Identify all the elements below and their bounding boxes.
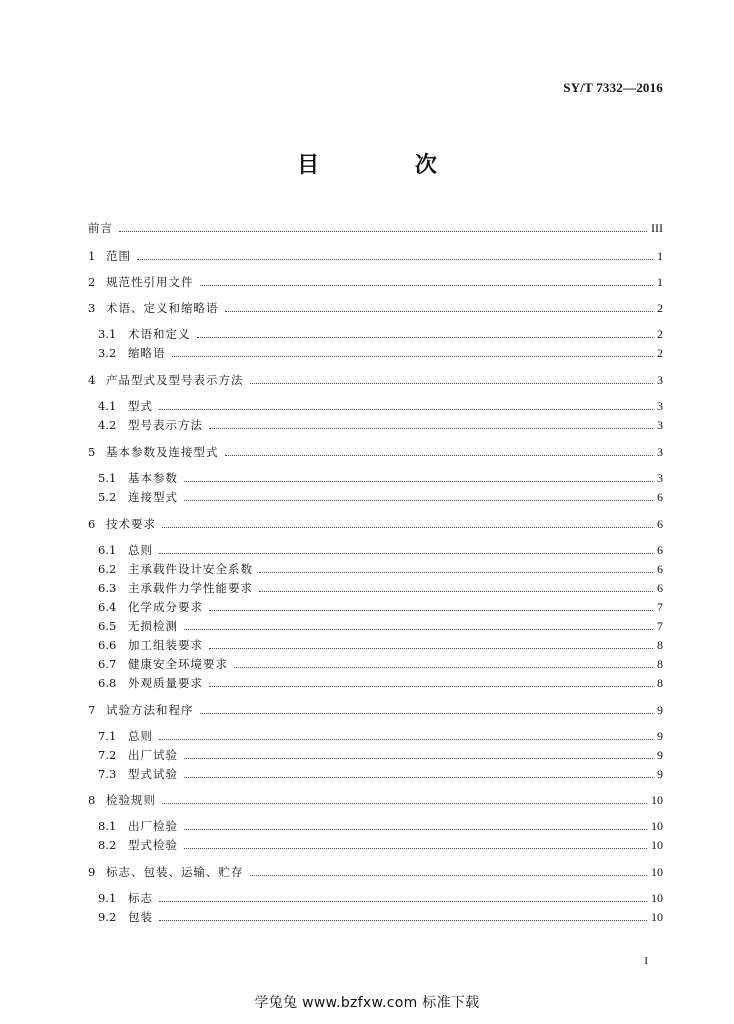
toc-subentry[interactable] [98, 599, 663, 615]
toc-entry-label: 总则 [128, 729, 153, 743]
page-number: I [644, 955, 648, 967]
toc-dot-leader [159, 552, 653, 554]
toc-entry-label: 外观质量要求 [128, 676, 203, 690]
toc-entry[interactable] [88, 702, 663, 718]
toc-entry-page: 9 [657, 767, 663, 781]
toc-entry-page: 3 [657, 373, 663, 387]
toc-dot-leader [172, 355, 654, 357]
toc-entry-number: 3.1 [98, 327, 117, 341]
toc-entry-page: 10 [651, 819, 663, 833]
toc-entry-label: 型式 [128, 399, 153, 413]
toc-entry-label: 型式试验 [128, 767, 178, 781]
toc-entry-label: 包装 [128, 910, 153, 924]
toc-entry-label: 缩略语 [128, 346, 166, 360]
toc-entry-label: 前言 [88, 221, 113, 235]
toc-dot-leader [225, 310, 654, 312]
toc-dot-leader [159, 919, 647, 921]
toc-dot-leader [162, 526, 653, 528]
toc-subentry[interactable] [98, 561, 663, 577]
toc-subentry[interactable] [98, 766, 663, 782]
toc-entry-label: 试验方法和程序 [106, 703, 194, 717]
toc-entry-number: 7 [88, 703, 96, 717]
toc-subentry[interactable] [98, 398, 663, 414]
toc-entry-number: 6.7 [98, 657, 117, 671]
toc-subentry[interactable] [98, 489, 663, 505]
toc-entry-page: 2 [657, 346, 663, 360]
toc-dot-leader [259, 590, 653, 592]
toc-entry-number: 7.3 [98, 767, 117, 781]
toc-dot-leader [259, 571, 653, 573]
toc-subentry[interactable] [98, 637, 663, 653]
toc-dot-leader [184, 847, 647, 849]
toc-entry-label: 出厂试验 [128, 748, 178, 762]
toc-entry-label: 型式检验 [128, 838, 178, 852]
toc-entry-label: 术语和定义 [128, 327, 191, 341]
toc-entry-label: 技术要求 [106, 517, 156, 531]
toc-dot-leader [184, 776, 653, 778]
toc-dot-leader [250, 874, 648, 876]
toc-dot-leader [209, 685, 653, 687]
toc-entry-number: 6.5 [98, 619, 117, 633]
toc-entry-page: III [651, 221, 663, 235]
toc-entry-page: 10 [651, 838, 663, 852]
toc-subentry[interactable] [98, 728, 663, 744]
toc-subentry[interactable] [98, 656, 663, 672]
toc-entry-page: 2 [657, 327, 663, 341]
toc-entry-number: 5.1 [98, 471, 117, 485]
toc-entry-page: 1 [657, 275, 663, 289]
toc-entry-number: 3 [88, 301, 96, 315]
toc-entry-label: 总则 [128, 543, 153, 557]
toc-entry-label: 出厂检验 [128, 819, 178, 833]
toc-entry-page: 10 [651, 793, 663, 807]
toc-entry-label: 主承载件力学性能要求 [128, 581, 253, 595]
toc-dot-leader [250, 382, 654, 384]
toc-subentry[interactable] [98, 470, 663, 486]
toc-entry-page: 10 [651, 865, 663, 879]
toc-dot-leader [159, 408, 653, 410]
toc-entry-label: 型号表示方法 [128, 418, 203, 432]
toc-entry-page: 6 [657, 581, 663, 595]
toc-entry-label: 检验规则 [106, 793, 156, 807]
toc-entry-label: 术语、定义和缩略语 [106, 301, 219, 315]
toc-entry-number: 2 [88, 275, 96, 289]
toc-entry-label: 无损检测 [128, 619, 178, 633]
toc-entry-page: 10 [651, 891, 663, 905]
toc-entry-number: 6.1 [98, 543, 117, 557]
toc-entry-number: 9 [88, 865, 96, 879]
toc-entry-page: 6 [657, 490, 663, 504]
toc-entry-number: 6.6 [98, 638, 117, 652]
toc-dot-leader [184, 480, 653, 482]
toc-entry-label: 主承载件设计安全系数 [128, 562, 253, 576]
toc-entry-page: 9 [657, 729, 663, 743]
toc-entry-number: 8 [88, 793, 96, 807]
toc-entry-number: 6.4 [98, 600, 117, 614]
toc-entry[interactable] [88, 274, 663, 290]
toc-entry-number: 6.8 [98, 676, 117, 690]
toc-dot-leader [184, 757, 653, 759]
toc-entry-page: 9 [657, 703, 663, 717]
toc-entry-number: 8.2 [98, 838, 117, 852]
toc-subentry[interactable] [98, 675, 663, 691]
toc-subentry[interactable] [98, 326, 663, 342]
toc-subentry[interactable] [98, 580, 663, 596]
toc-entry[interactable] [88, 792, 663, 808]
toc-entry-label: 范围 [106, 249, 131, 263]
toc-entry-number: 5 [88, 445, 96, 459]
toc-entry-number: 4.2 [98, 418, 117, 432]
toc-entry-number: 7.2 [98, 748, 117, 762]
toc-dot-leader [225, 454, 654, 456]
toc-entry-number: 3.2 [98, 346, 117, 360]
toc-entry-page: 7 [657, 619, 663, 633]
toc-entry[interactable] [88, 444, 663, 460]
toc-entry-label: 健康安全环境要求 [128, 657, 228, 671]
toc-entry-label: 产品型式及型号表示方法 [106, 373, 244, 387]
toc-dot-leader [159, 738, 653, 740]
toc-entry-number: 4.1 [98, 399, 117, 413]
toc-dot-leader [184, 828, 647, 830]
toc-entry-label: 标志、包装、运输、贮存 [106, 865, 244, 879]
toc-entry-number: 6.2 [98, 562, 117, 576]
toc-entry-label: 基本参数及连接型式 [106, 445, 219, 459]
toc-dot-leader [200, 712, 654, 714]
toc-entry-page: 8 [657, 657, 663, 671]
toc-entry-page: 3 [657, 471, 663, 485]
toc-subentry[interactable] [98, 417, 663, 433]
standard-code: SY/T 7332—2016 [563, 80, 663, 95]
toc-dot-leader [159, 900, 647, 902]
toc-entry-label: 连接型式 [128, 490, 178, 504]
toc-entry-page: 10 [651, 910, 663, 924]
toc-entry-page: 9 [657, 748, 663, 762]
toc-entry-page: 3 [657, 418, 663, 432]
toc-subentry[interactable] [98, 890, 663, 906]
toc-entry-number: 7.1 [98, 729, 117, 743]
toc-subentry[interactable] [98, 909, 663, 925]
toc-entry-label: 规范性引用文件 [106, 275, 194, 289]
toc-entry-label: 基本参数 [128, 471, 178, 485]
toc-entry[interactable] [88, 372, 663, 388]
footer-watermark-text: 学兔兔 www.bzfxw.com 标准下载 [254, 995, 480, 1011]
toc-dot-leader [209, 427, 653, 429]
toc-entry-page: 8 [657, 676, 663, 690]
toc-dot-leader [162, 802, 647, 804]
toc-dot-leader [137, 258, 653, 260]
toc-entry-label: 加工组装要求 [128, 638, 203, 652]
toc-entry-number: 8.1 [98, 819, 117, 833]
toc-dot-leader [209, 609, 653, 611]
toc-dot-leader [119, 230, 647, 232]
toc-entry-label: 标志 [128, 891, 153, 905]
page-title: 目 次 [297, 153, 481, 178]
toc-dot-leader [200, 284, 654, 286]
toc-subentry[interactable] [98, 618, 663, 634]
toc-entry-page: 3 [657, 445, 663, 459]
toc-subentry[interactable] [98, 818, 663, 834]
toc-entry-page: 6 [657, 517, 663, 531]
toc-entry-page: 2 [657, 301, 663, 315]
toc-entry-number: 6.3 [98, 581, 117, 595]
toc-dot-leader [209, 647, 653, 649]
toc-entry-number: 1 [88, 249, 96, 263]
toc-entry[interactable] [88, 516, 663, 532]
toc-subentry[interactable] [98, 345, 663, 361]
toc-entry-page: 3 [657, 399, 663, 413]
toc-subentry[interactable] [98, 837, 663, 853]
toc-entry[interactable] [88, 220, 663, 236]
toc-dot-leader [234, 666, 653, 668]
toc-entry-page: 8 [657, 638, 663, 652]
toc-entry[interactable] [88, 248, 663, 264]
toc-dot-leader [197, 336, 654, 338]
toc-entry-label: 化学成分要求 [128, 600, 203, 614]
toc-subentry[interactable] [98, 747, 663, 763]
toc-dot-leader [184, 499, 653, 501]
toc-entry-page: 6 [657, 543, 663, 557]
toc-entry-number: 6 [88, 517, 96, 531]
toc-entry-page: 6 [657, 562, 663, 576]
toc-dot-leader [184, 628, 653, 630]
toc-entry[interactable] [88, 864, 663, 880]
toc-entry-number: 9.2 [98, 910, 117, 924]
toc-entry[interactable] [88, 300, 663, 316]
toc-entry-number: 9.1 [98, 891, 117, 905]
toc-entry-page: 1 [657, 249, 663, 263]
toc-entry-page: 7 [657, 600, 663, 614]
toc-entry-number: 5.2 [98, 490, 117, 504]
toc-entry-number: 4 [88, 373, 96, 387]
toc-subentry[interactable] [98, 542, 663, 558]
